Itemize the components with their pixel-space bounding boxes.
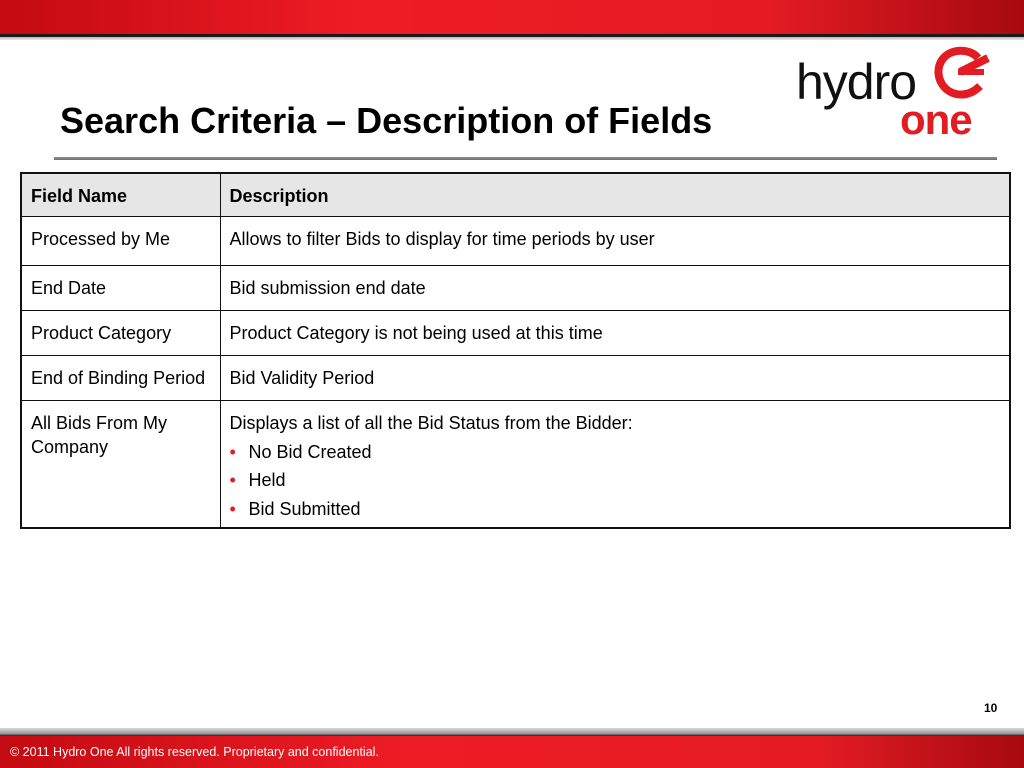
table-row <box>21 266 1010 311</box>
description-cell: Bid Validity Period <box>220 356 1010 401</box>
description-cell: Bid submission end date <box>220 266 1010 311</box>
description-cell <box>220 401 1010 528</box>
table-row <box>21 311 1010 356</box>
description-cell: Product Category is not being used at this time <box>220 311 1010 356</box>
list-item: • Bid Submitted <box>230 497 1001 521</box>
header-bar <box>0 0 1024 34</box>
field-name-cell: End Date <box>21 266 220 311</box>
table-row <box>21 401 1010 528</box>
page-number: 10 <box>984 701 998 715</box>
description-cell: Allows to filter Bids to display for time periods by user <box>220 217 1010 266</box>
logo-word-hydro: hydro <box>796 54 917 110</box>
title-underline <box>54 157 997 160</box>
footer-bar <box>0 736 1024 768</box>
hydro-one-logo <box>796 44 996 144</box>
description-text: Displays a list of all the Bid Status from the Bidder: <box>229 413 633 433</box>
table-row <box>21 356 1010 401</box>
bid-status-list <box>230 440 1001 521</box>
header-shadow <box>0 37 1024 40</box>
copyright-text: © 2011 Hydro One All rights reserved. Proprietary and confidential. <box>10 745 379 759</box>
field-name-cell: Product Category <box>21 311 220 356</box>
field-name-cell: End of Binding Period <box>21 356 220 401</box>
list-item: • Held <box>230 468 1001 492</box>
page-title: Search Criteria – Description of Fields <box>60 100 713 141</box>
footer-divider <box>0 728 1024 736</box>
fields-table <box>20 172 1011 529</box>
logo-word-one: one <box>900 96 972 143</box>
field-name-cell: All Bids From My Company <box>21 401 220 528</box>
column-header-field-name: Field Name <box>21 173 220 217</box>
field-name-cell: Processed by Me <box>21 217 220 266</box>
column-header-description: Description <box>220 173 1010 217</box>
table-header-row <box>21 173 1010 217</box>
table-row <box>21 217 1010 266</box>
list-item: • No Bid Created <box>230 440 1001 464</box>
